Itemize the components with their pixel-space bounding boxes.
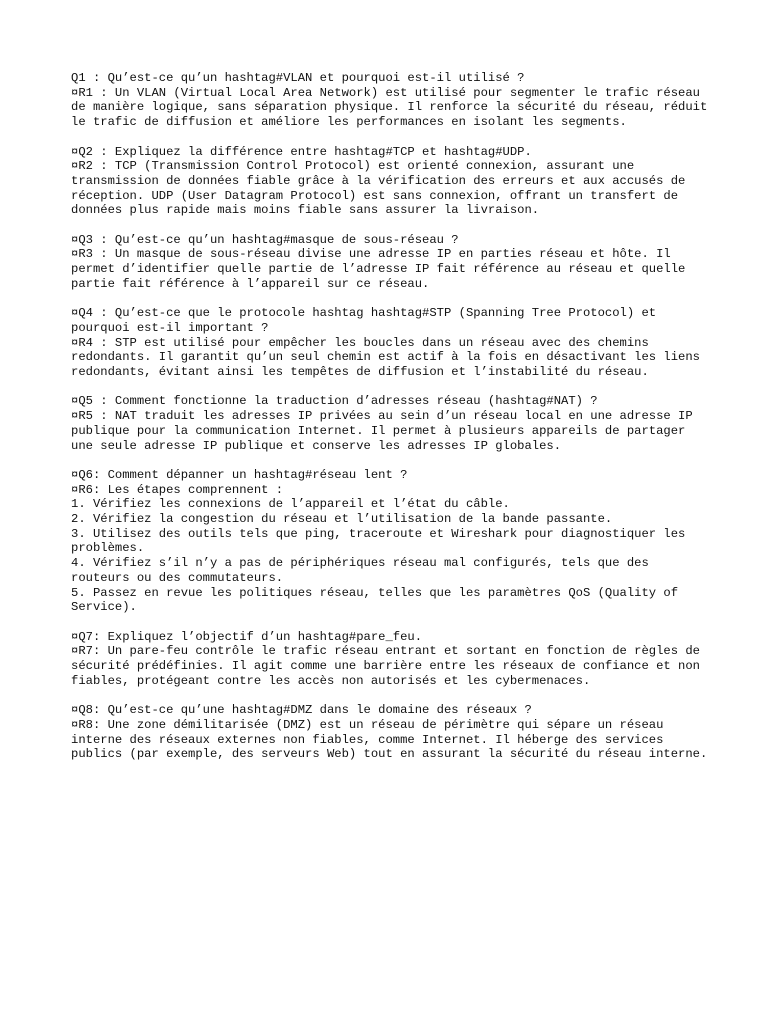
qa-block-q8 — [71, 703, 711, 762]
list-item: 1. Vérifiez les connexions de l’appareil et l’état du câble. — [71, 497, 510, 512]
question-line: ¤Q2 : Expliquez la différence entre hashtag#TCP et hashtag#UDP. — [71, 144, 532, 159]
question-line: ¤Q4 : Qu’est-ce que le protocole hashtag hashtag#STP (Spanning Tree Protocol) et pourquoi est-il important ? — [71, 306, 664, 335]
qa-block-q3 — [71, 233, 711, 292]
list-item: 4. Vérifiez s’il n’y a pas de périphériques réseau mal configurés, tels que des routeurs ou des commutateurs. — [71, 556, 657, 585]
question-line: ¤Q8: Qu’est-ce qu’une hashtag#DMZ dans le domaine des réseaux ? — [71, 703, 532, 718]
answer-line: ¤R2 : TCP (Transmission Control Protocol) est orienté connexion, assurant une transmission de données fiable grâce à la vérification des erreurs et aux accusés de réception. UDP (User Datagram Protocol) est sans connexion, offrant un transfert de données plus rapide mais moins fiable sans assurer la livraison. — [71, 159, 693, 218]
qa-block-q2 — [71, 145, 711, 219]
qa-block-q1 — [71, 71, 715, 130]
question-line: ¤Q5 : Comment fonctionne la traduction d’adresses réseau (hashtag#NAT) ? — [71, 394, 598, 409]
answer-line: ¤R6: Les étapes comprennent : — [71, 482, 284, 497]
question-line: ¤Q6: Comment dépanner un hashtag#réseau lent ? — [71, 467, 408, 482]
document-page — [71, 71, 715, 777]
question-line: ¤Q3 : Qu’est-ce qu’un hashtag#masque de sous-réseau ? — [71, 232, 459, 247]
answer-line: ¤R7: Un pare-feu contrôle le trafic réseau entrant et sortant en fonction de règles de sécurité prédéfinies. Il agit comme une barrière entre les réseaux de confiance et non fiables, protégeant contre les accès non autorisés et les cybermenaces. — [71, 644, 708, 688]
qa-block-q7 — [71, 630, 711, 689]
list-item: 3. Utilisez des outils tels que ping, traceroute et Wireshark pour diagnostiquer les problèmes. — [71, 526, 693, 556]
answer-line: ¤R3 : Un masque de sous-réseau divise une adresse IP en parties réseau et hôte. Il permet d’identifier quelle partie de l’adresse IP fait référence au réseau et quelle partie fait référence à l’appareil sur ce réseau. — [71, 247, 693, 291]
answer-line: ¤R1 : Un VLAN (Virtual Local Area Network) est utilisé pour segmenter le trafic réseau de manière logique, sans séparation physique. Il renforce la sécurité du réseau, réduit le trafic de diffusion et améliore les performances en isolant les segments. — [71, 85, 715, 130]
answer-line: ¤R8: Une zone démilitarisée (DMZ) est un réseau de périmètre qui sépare un réseau interne des réseaux externes non fiables, comme Internet. Il héberge des services publics (par exemple, des serveurs Web) tout en assurant la sécurité du réseau interne. — [71, 717, 708, 762]
answer-line: ¤R5 : NAT traduit les adresses IP privées au sein d’un réseau local en une adresse IP publique pour la communication Internet. Il permet à plusieurs appareils de partager une seule adresse IP publique et conserve les adresses IP globales. — [71, 409, 700, 453]
list-item: 2. Vérifiez la congestion du réseau et l’utilisation de la bande passante. — [71, 512, 613, 527]
list-item: 5. Passez en revue les politiques réseau, telles que les paramètres QoS (Quality of Service). — [71, 585, 686, 615]
answer-line: ¤R4 : STP est utilisé pour empêcher les boucles dans un réseau avec des chemins redondants. Il garantit qu’un seul chemin est actif à la fois en désactivant les liens redondants, évitant ainsi les tempêtes de diffusion et l’instabilité du réseau. — [71, 335, 708, 380]
qa-block-q4 — [71, 306, 711, 380]
question-line: ¤Q7: Expliquez l’objectif d’un hashtag#pare_feu. — [71, 629, 423, 644]
qa-block-q5 — [71, 394, 711, 453]
qa-block-q6 — [71, 468, 711, 615]
question-line: Q1 : Qu’est-ce qu’un hashtag#VLAN et pourquoi est-il utilisé ? — [71, 71, 525, 85]
